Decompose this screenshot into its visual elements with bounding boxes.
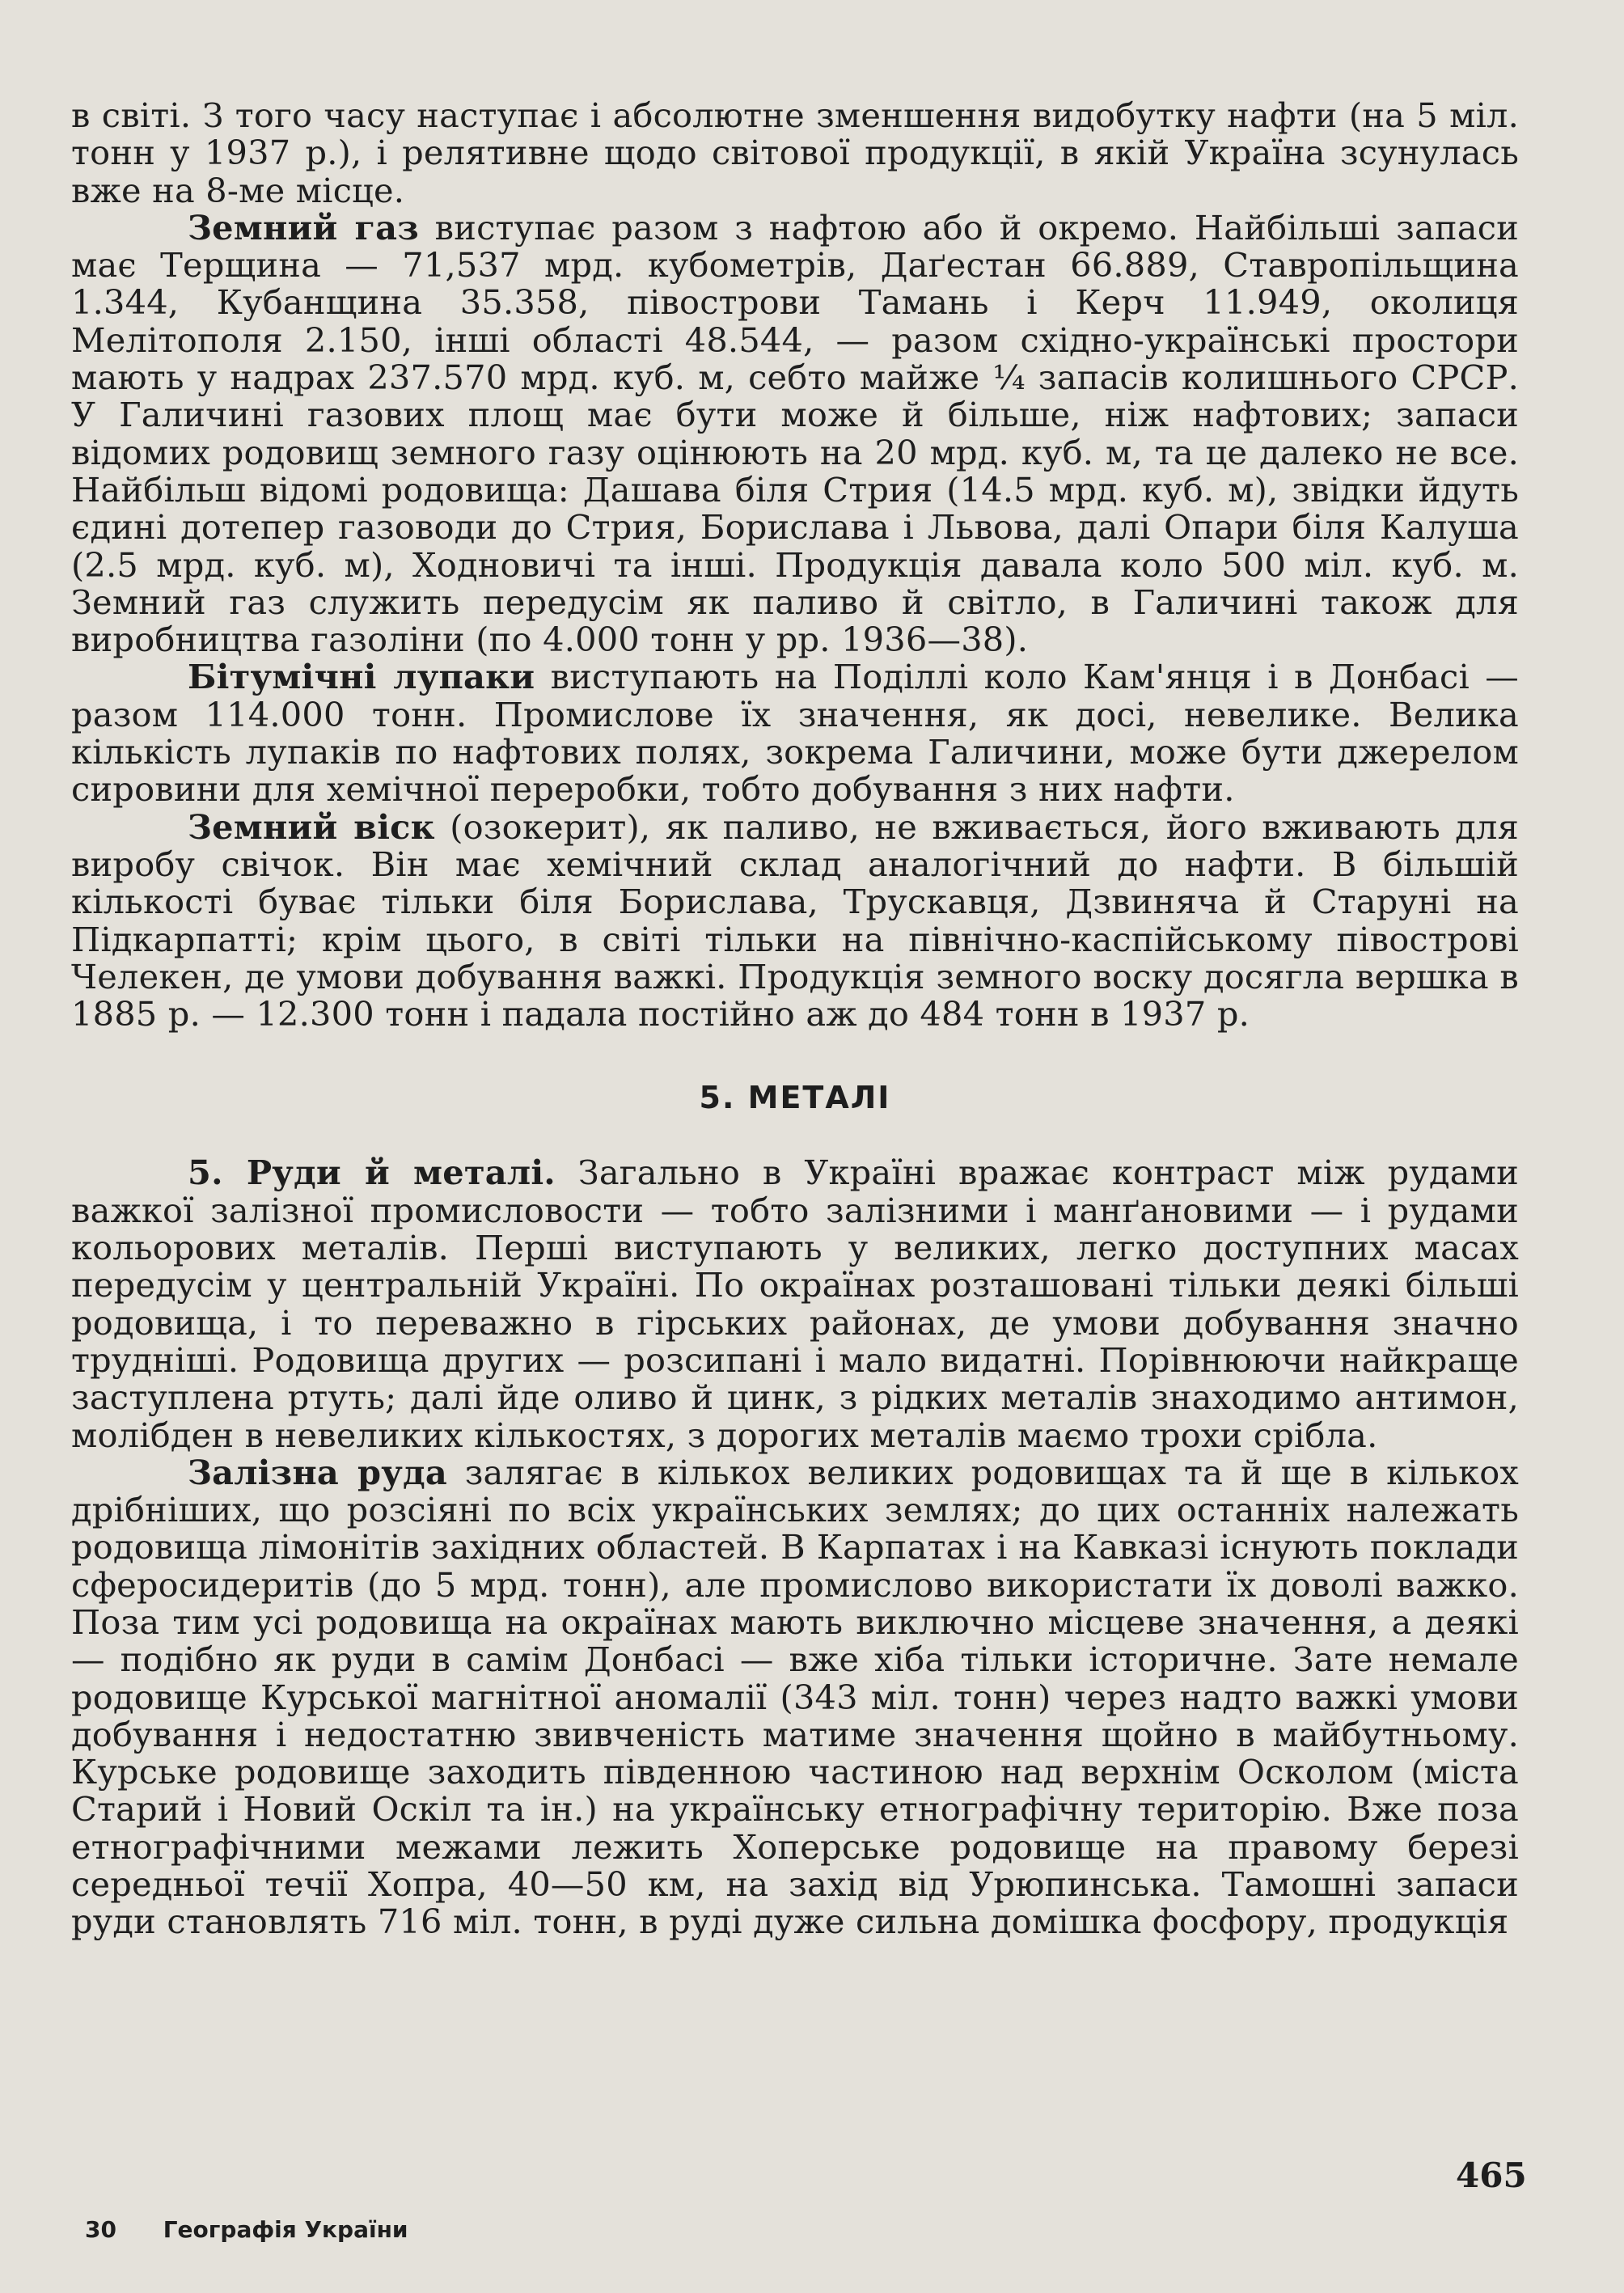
paragraph-term: Земний віск (188, 806, 435, 847)
paragraph-term: Земний газ (188, 207, 419, 247)
bottom-paragraphs (71, 1154, 1519, 1940)
footer-signature: 30 (85, 2216, 116, 2243)
paragraph-text: виступають на Поділлі коло Кам'янця і в Донбасі — разом 114.000 тонн. Промислове їх значення, як досі, невелике. Велика кількість лупаків по нафтових полях, зокрема Галичини, може бути джерелом сировини для хемічної переробки, тобто добування з них нафти. (71, 657, 1519, 810)
paragraph-text: виступає разом з нафтою або й окремо. Найбільші запаси має Терщина — 71,537 мрд. кубометрів, Даґестан 66.889, Ставропільщина 1.344, Кубанщина 35.358, півострови Тамань і Керч 11.949, околиця Мелітополя 2.150, інші області 48.544, — разом східно-українські простори мають у надрах 237.570 мрд. куб. м, себто майже ¼ запасів колишнього СРСР. У Галичині газових площ має бути може й більше, ніж нафтових; запаси відомих родовищ земного газу оцінюють на 20 мрд. куб. м, та це далеко не все. Найбільш відомі родовища: Дашава біля Стрия (14.5 мрд. куб. м), звідки йдуть єдині дотепер газоводи до Стрия, Борислава і Львова, далі Опари біля Калуша (2.5 мрд. куб. м), Ходновичі та інші. Продукція давала коло 500 міл. куб. м. Земний газ служить передусім як паливо й світло, в Галичині також для виробництва газоліни (по 4.000 тонн у рр. 1936—38). (71, 207, 1519, 660)
paragraph (71, 209, 1519, 659)
footer (85, 2216, 408, 2243)
paragraph-term: Залізна руда (188, 1452, 447, 1492)
top-paragraphs (71, 97, 1519, 1033)
paragraph-term: Бітумічні лупаки (188, 657, 535, 697)
paragraph (71, 1454, 1519, 1941)
footer-title: Географія України (163, 2216, 408, 2243)
page-body (71, 97, 1519, 1941)
paragraph-term: 5. Руди й металі. (188, 1153, 556, 1193)
paragraph (71, 658, 1519, 808)
paragraph-text: в світі. З того часу наступає і абсолютне зменшення видобутку нафти (на 5 міл. тонн у 1937 р.), і релятивне щодо світової продукції, в якій Україна зсунулась вже на 8-ме місце. (71, 95, 1519, 210)
paragraph-text: залягає в кількох великих родовищах та й ще в кількох дрібніших, що розсіяні по всіх українських землях; до цих останніх належать родовища лімонітів західних областей. В Карпатах і на Кавказі існують поклади сферосидеритів (до 5 мрд. тонн), але промислово використати їх доволі важко. Поза тим усі родовища на окраїнах мають виключно місцеве значення, а деякі — подібно як руди в самім Донбасі — вже хіба тільки історичне. Зате немале родовище Курської магнітної аномалії (343 міл. тонн) через надто важкі умови добування і недостатню звивченість матиме значення щойно в майбутньому. Курське родовище заходить південною частиною над верхнім Осколом (міста Старий і Новий Оскіл та ін.) на українську етнографічну територію. Вже поза етнографічними межами лежить Хоперське родовище на правому березі середньої течії Хопра, 40—50 км, на захід від Урюпинська. Тамошні запаси руди становлять 716 міл. тонн, в руді дуже сильна домішка фосфору, продукція (71, 1452, 1520, 1942)
paragraph-text: Загально в Україні вражає контраст між рудами важкої залізної промисловости — тобто залізними і манґановими — і рудами кольорових металів. Перші виступають у великих, легко доступних масах передусім у центральній Україні. По окраїнах розташовані тільки деякі більші родовища, і то переважно в гірських районах, де умови добування значно трудніші. Родовища других — розсипані і мало видатні. Порівнюючи найкраще заступлена ртуть; далі йде оливо й цинк, з рідких металів знаходимо антимон, молібден в невеликих кількостях, з дорогих металів маємо трохи срібла. (71, 1153, 1519, 1455)
paragraph (71, 97, 1519, 209)
paragraph (71, 806, 1519, 1034)
page-number: 465 (1456, 2156, 1527, 2195)
section-heading: 5. МЕТАЛІ (699, 1080, 891, 1116)
paragraph-text: (озокерит), як паливо, не вживається, його вживають для виробу свічок. Він має хемічний склад аналогічний до нафти. В більшій кількості буває тільки біля Борислава, Трускавця, Дзвиняча й Старуні на Підкарпатті; крім цього, в світі тільки на північно-каспійському півострові Челекен, де умови добування важкі. Продукція земного воску досягла вершка в 1885 р. — 12.300 тонн і падала постійно аж до 484 тонн в 1937 р. (71, 806, 1519, 1034)
paragraph (71, 1154, 1519, 1453)
